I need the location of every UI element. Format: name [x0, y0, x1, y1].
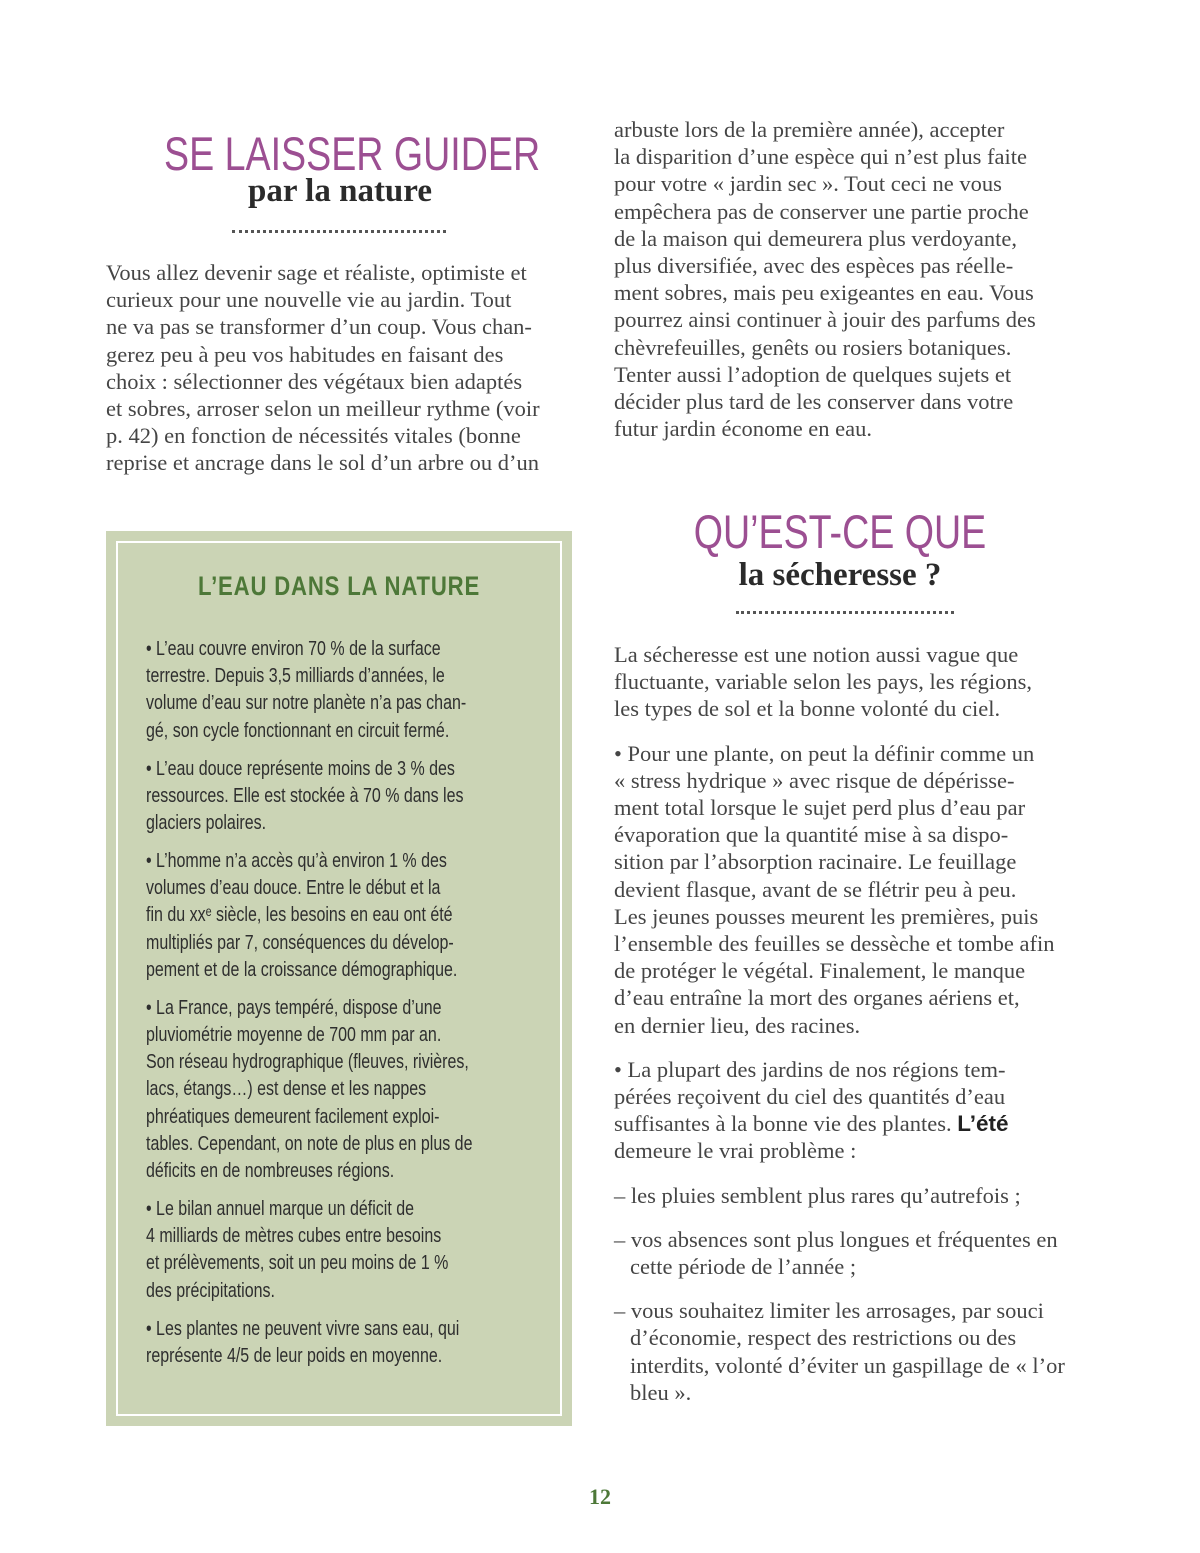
- text-line: des précipitations.: [146, 1279, 275, 1302]
- text-line: p. 42) en fonction de nécessités vitales (bonne: [106, 423, 521, 449]
- text-line: reprise et ancrage dans le sol d’un arbre ou d’un: [106, 450, 539, 476]
- text-line: ment sobres, mais peu exigeantes en eau. Vous: [614, 280, 1034, 306]
- text-line: et sobres, arroser selon un meilleur rythme (voir: [106, 396, 540, 422]
- text-line: • Les plantes ne peuvent vivre sans eau, qui: [146, 1317, 460, 1340]
- text-line: pluviométrie moyenne de 700 mm par an.: [146, 1024, 442, 1047]
- text-line: représente 4/5 de leur poids en moyenne.: [146, 1344, 443, 1367]
- text-line: et prélèvements, soit un peu moins de 1 %: [146, 1252, 449, 1275]
- text-line: pérées reçoivent du ciel des quantités d’eau: [614, 1084, 1006, 1110]
- section2-paragraph-definition: [614, 740, 1094, 1039]
- section2-body: [614, 641, 1094, 1423]
- dash-item-text: – vous souhaitez limiter les arrosages, par souci d’économie, respect des restrictions ou des interdits, volonté d’éviter un gaspillage de « l’or bleu ».: [614, 1298, 1065, 1405]
- text-line: curieux pour une nouvelle vie au jardin. Tout: [106, 287, 512, 313]
- dash-item: [614, 1182, 1094, 1209]
- sidebar-list-item: [146, 636, 522, 745]
- text-line: la disparition d’une espèce qui n’est plus faite: [614, 144, 1027, 170]
- dash-item-text: – vos absences sont plus longues et fréquentes en cette période de l’année ;: [614, 1226, 1058, 1280]
- text-line: de la maison qui demeurera plus verdoyante,: [614, 225, 1017, 251]
- text-line: l’ensemble des feuilles se dessèche et tombe afin: [614, 931, 1055, 957]
- text-line: lacs, étangs…) est dense et les nappes: [146, 1078, 427, 1101]
- text-line: évaporation que la quantité mise à sa dispo-: [614, 822, 1009, 848]
- text-line: plus diversifiée, avec des espèces pas réelle-: [614, 253, 1014, 279]
- section-subtitle-la-secheresse: la sécheresse ?: [738, 557, 942, 593]
- text-line: • Le bilan annuel marque un déficit de: [146, 1198, 415, 1221]
- section2-intro: [614, 641, 1094, 723]
- text-line: futur jardin économe en eau.: [614, 416, 873, 442]
- text-line: demeure le vrai problème :: [614, 1138, 857, 1164]
- text-line: choix : sélectionner des végétaux bien adaptés: [106, 368, 523, 394]
- text-line: de protéger le végétal. Finalement, le manque: [614, 958, 1026, 984]
- text-line: fluctuante, variable selon les pays, les régions,: [614, 669, 1032, 695]
- text-line: • Pour une plante, on peut la définir comme un: [614, 740, 1035, 766]
- section-subtitle-par-la-nature: par la nature: [248, 173, 432, 209]
- section-title-se-laisser-guider: SE LAISSER GUIDER: [164, 127, 541, 180]
- dash-item-text: – les pluies semblent plus rares qu’autrefois ;: [614, 1182, 1021, 1208]
- sidebar-list-item: [146, 995, 522, 1185]
- text-line: terrestre. Depuis 3,5 milliards d’années, le: [146, 665, 445, 688]
- bold-term-ete: L’été: [957, 1111, 1009, 1137]
- section-title-quest-ce-que: QU’EST-CE QUE: [693, 505, 987, 558]
- section1-body-left: [106, 259, 576, 477]
- text-line: Son réseau hydrographique (fleuves, rivières,: [146, 1051, 469, 1074]
- text-line: pour votre « jardin sec ». Tout ceci ne vous: [614, 171, 1002, 197]
- text-line: gé, son cycle fonctionnant en circuit fermé.: [146, 719, 450, 742]
- section2-paragraph-gardens: [614, 1056, 1094, 1165]
- sidebar-title: L’EAU DANS LA NATURE: [197, 571, 481, 601]
- sidebar-list-item: [146, 848, 522, 984]
- text-line: chèvrefeuilles, genêts ou rosiers botaniques.: [614, 334, 1012, 360]
- text-line: pement et de la croissance démographique.: [146, 958, 458, 981]
- text-line: • L’eau couvre environ 70 % de la surface: [146, 638, 441, 660]
- text-line: sition par l’absorption racinaire. Le feuillage: [614, 849, 1017, 875]
- text-line: devient flasque, avant de se flétrir peu à peu.: [614, 876, 1017, 902]
- text-line: empêchera pas de conserver une partie proche: [614, 198, 1029, 224]
- section-divider: [736, 611, 954, 614]
- text-line: fin du xxᵉ siècle, les besoins en eau ont été: [146, 904, 453, 927]
- text-line: Vous allez devenir sage et réaliste, optimiste et: [106, 260, 527, 285]
- text-line: La sécheresse est une notion aussi vague que: [614, 642, 1019, 667]
- text-segment: suffisantes à la bonne vie des plantes.: [614, 1111, 952, 1137]
- text-line: glaciers polaires.: [146, 812, 267, 835]
- section1-body-right: [614, 116, 1094, 442]
- text-line: phréatiques demeurent facilement exploi-: [146, 1105, 440, 1128]
- text-line: Tenter aussi l’adoption de quelques sujets et: [614, 361, 1012, 387]
- text-line: ne va pas se transformer d’un coup. Vous chan-: [106, 314, 532, 340]
- text-line: les types de sol et la bonne volonté du ciel.: [614, 696, 1001, 722]
- page-number: 12: [589, 1484, 611, 1509]
- dash-item: [614, 1226, 1094, 1280]
- text-line: • La plupart des jardins de nos régions tem-: [614, 1056, 1006, 1082]
- text-line: 4 milliards de mètres cubes entre besoins: [146, 1225, 442, 1248]
- text-line: « stress hydrique » avec risque de dépérisse-: [614, 767, 1015, 793]
- text-line: en dernier lieu, des racines.: [614, 1012, 861, 1038]
- text-line: ressources. Elle est stockée à 70 % dans les: [146, 784, 464, 807]
- text-line: ment total lorsque le sujet perd plus d’eau par: [614, 795, 1026, 821]
- text-line: • L’homme n’a accès qu’à environ 1 % des: [146, 850, 447, 873]
- sidebar-list-item: [146, 1196, 522, 1305]
- text-line: volume d’eau sur notre planète n’a pas chan-: [146, 692, 467, 715]
- text-line: • L’eau douce représente moins de 3 % des: [146, 757, 455, 780]
- text-line: pourrez ainsi continuer à jouir des parfums des: [614, 307, 1036, 333]
- text-line: d’eau entraîne la mort des organes aériens et,: [614, 985, 1020, 1011]
- text-line: volumes d’eau douce. Entre le début et la: [146, 877, 441, 900]
- text-line: [614, 1110, 1094, 1137]
- text-line: tables. Cependant, on note de plus en plus de: [146, 1132, 473, 1155]
- text-line: gerez peu à peu vos habitudes en faisant des: [106, 341, 504, 367]
- text-line: décider plus tard de les conserver dans votre: [614, 389, 1014, 415]
- sidebar-box-eau-dans-la-nature: [106, 531, 572, 1426]
- text-line: multipliés par 7, conséquences du dévelop-: [146, 931, 454, 954]
- text-line: déficits en de nombreuses régions.: [146, 1160, 395, 1183]
- text-line: • La France, pays tempéré, dispose d’une: [146, 996, 442, 1019]
- dash-item: [614, 1297, 1094, 1406]
- sidebar-list-item: [146, 756, 522, 838]
- sidebar-list: [146, 636, 522, 1381]
- sidebar-list-item: [146, 1316, 522, 1370]
- section-divider: [232, 230, 446, 233]
- text-line: arbuste lors de la première année), accepter: [614, 117, 1005, 142]
- text-line: Les jeunes pousses meurent les premières, puis: [614, 903, 1039, 929]
